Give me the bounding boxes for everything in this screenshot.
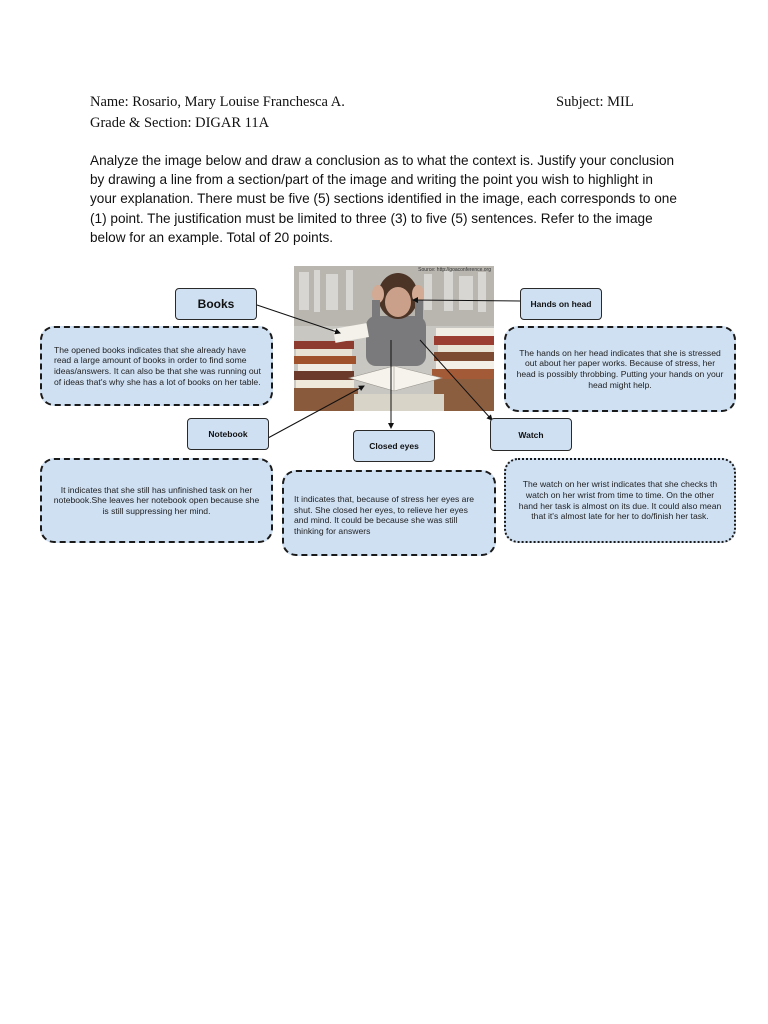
description-watch [504,458,736,543]
label-books: Books [175,288,257,320]
stressed-student-photo [294,266,494,411]
description-hands-on-head-text: The hands on her head indicates that she is stressed out about her paper works. Because of stress, her head is possibly throbbing. Putting your hands on your head might help. [516,347,724,390]
instructions-paragraph: Analyze the image below and draw a conclusion as to what the context is. Justify your conclusion by drawing a line from a section/part of the image and writing the point you wish to highlight in your explanation. There must be five (5) sections identified in the image, each corresponds to one (1) point. The justification must be limited to three (3) to five (5) sentences. Refer to the image below for an example. Total of 20 points. [90,153,677,245]
photo-source-caption: Source: http://goaconference.org [418,267,491,273]
description-closed-eyes [282,470,496,556]
student-name: Name: Rosario, Mary Louise Franchesca A. [90,94,345,110]
label-notebook: Notebook [187,418,269,450]
description-closed-eyes-text: It indicates that, because of stress her eyes are shut. She closed her eyes, to relieve her eyes and mind. It could be because she was still thinking for answers [294,494,475,536]
description-notebook [40,458,273,543]
description-books-text: The opened books indicates that she already have read a large amount of books in order to find some ideas/answers. It can also be that she was running out of ideas that's why she has a lot of books on her table. [54,344,261,387]
label-watch: Watch [490,418,572,451]
label-hands-on-head: Hands on head [520,288,602,320]
description-hands-on-head [504,326,736,412]
photo-illustration [294,266,494,411]
description-notebook-text: It indicates that she still has unfinished task on her notebook.She leaves her notebook open because she is still suppressing her mind. [53,484,260,516]
description-books [40,326,273,406]
grade-section: Grade & Section: DIGAR 11A [90,115,270,131]
label-closed-eyes: Closed eyes [353,430,435,462]
description-watch-text: The watch on her wrist indicates that she checks th watch on her wrist from time to time. On the other hand her task is almost on its due. It could also mean that it's almost late for her to do/finish her task. [518,479,722,522]
subject: Subject: MIL [556,94,634,110]
